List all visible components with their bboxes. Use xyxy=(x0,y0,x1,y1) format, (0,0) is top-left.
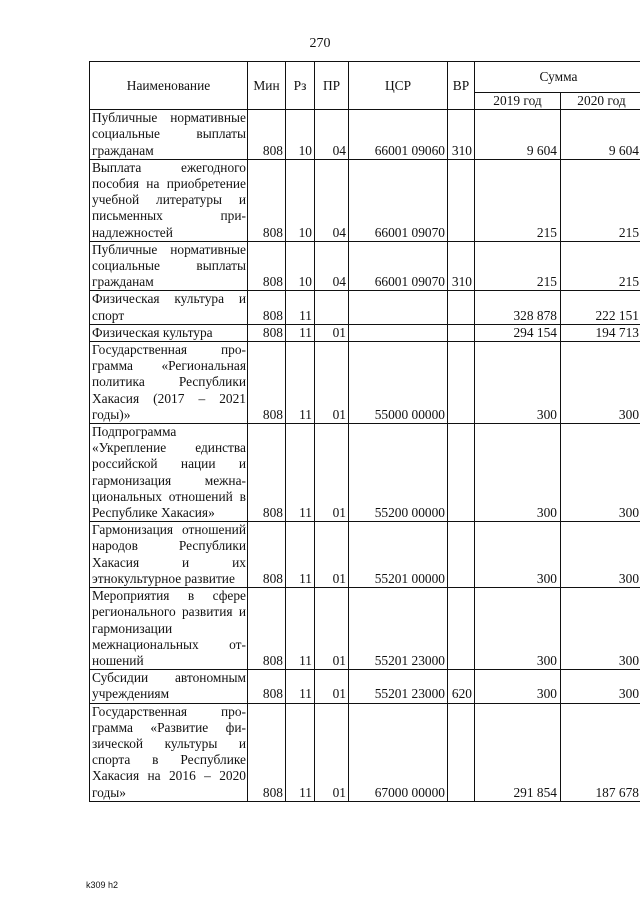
row-rz: 11 xyxy=(286,342,315,424)
row-csr: 66001 09070 xyxy=(349,159,448,241)
row-csr: 55201 00000 xyxy=(349,522,448,588)
row-name: Публичные нормативные социальные выплаты гражданам xyxy=(90,110,248,160)
row-csr: 67000 00000 xyxy=(349,703,448,801)
row-sum-2019: 294 154 xyxy=(475,324,561,341)
row-rz: 11 xyxy=(286,424,315,522)
header-year-2019: 2019 год xyxy=(475,93,561,110)
row-name: Подпрограмма «Укрепление единства российской нации и гармонизация межнациональных отношений в Республике Хакасия» xyxy=(90,424,248,522)
header-year-2020: 2020 год xyxy=(561,93,640,110)
row-min: 808 xyxy=(248,241,286,291)
row-vr xyxy=(448,424,475,522)
row-sum-2019: 300 xyxy=(475,522,561,588)
row-rz: 10 xyxy=(286,159,315,241)
row-pr: 01 xyxy=(315,324,349,341)
row-rz: 11 xyxy=(286,670,315,703)
row-min: 808 xyxy=(248,291,286,324)
row-name: Мероприятия в сфере регионального развития и гармонизации межнациональных отношений xyxy=(90,588,248,670)
table-row xyxy=(90,522,640,588)
table-row xyxy=(90,291,640,324)
table-row xyxy=(90,342,640,424)
header-min: Мин xyxy=(248,62,286,110)
row-csr: 55200 00000 xyxy=(349,424,448,522)
row-vr xyxy=(448,703,475,801)
row-name: Физическая культура и спорт xyxy=(90,291,248,324)
row-vr xyxy=(448,342,475,424)
header-sum: Сумма xyxy=(475,62,640,93)
row-sum-2020: 187 678 xyxy=(561,703,640,801)
table-row xyxy=(90,588,640,670)
row-rz: 11 xyxy=(286,522,315,588)
row-min: 808 xyxy=(248,342,286,424)
table-row xyxy=(90,241,640,291)
row-sum-2020: 300 xyxy=(561,342,640,424)
row-pr: 01 xyxy=(315,424,349,522)
row-pr: 04 xyxy=(315,241,349,291)
row-pr: 04 xyxy=(315,159,349,241)
row-pr xyxy=(315,291,349,324)
row-vr xyxy=(448,588,475,670)
row-name: Государственная программа «Региональная политика Республики Хакасия (2017 – 2021 годы)» xyxy=(90,342,248,424)
header-csr: ЦСР xyxy=(349,62,448,110)
row-rz: 11 xyxy=(286,324,315,341)
row-rz: 11 xyxy=(286,291,315,324)
row-min: 808 xyxy=(248,324,286,341)
row-sum-2020: 300 xyxy=(561,424,640,522)
row-sum-2020: 215 xyxy=(561,159,640,241)
row-min: 808 xyxy=(248,703,286,801)
table-row xyxy=(90,424,640,522)
row-pr: 01 xyxy=(315,703,349,801)
table-body xyxy=(90,110,640,802)
header-pr: ПР xyxy=(315,62,349,110)
header-rz: Рз xyxy=(286,62,315,110)
row-csr: 66001 09060 xyxy=(349,110,448,160)
footer-code: k309 h2 xyxy=(86,880,119,890)
row-vr: 310 xyxy=(448,241,475,291)
row-min: 808 xyxy=(248,159,286,241)
row-csr: 55201 23000 xyxy=(349,588,448,670)
row-pr: 01 xyxy=(315,588,349,670)
row-csr: 55000 00000 xyxy=(349,342,448,424)
page-number: 270 xyxy=(309,36,331,51)
row-sum-2020: 300 xyxy=(561,588,640,670)
row-rz: 11 xyxy=(286,703,315,801)
row-pr: 01 xyxy=(315,342,349,424)
row-rz: 11 xyxy=(286,588,315,670)
row-sum-2019: 300 xyxy=(475,424,561,522)
row-vr: 620 xyxy=(448,670,475,703)
row-sum-2020: 300 xyxy=(561,670,640,703)
budget-table xyxy=(89,61,640,802)
row-vr: 310 xyxy=(448,110,475,160)
row-sum-2019: 291 854 xyxy=(475,703,561,801)
row-sum-2019: 300 xyxy=(475,342,561,424)
row-min: 808 xyxy=(248,522,286,588)
row-min: 808 xyxy=(248,110,286,160)
row-sum-2020: 300 xyxy=(561,522,640,588)
row-pr: 04 xyxy=(315,110,349,160)
table-row xyxy=(90,110,640,160)
row-csr: 66001 09070 xyxy=(349,241,448,291)
row-sum-2019: 215 xyxy=(475,241,561,291)
row-sum-2019: 300 xyxy=(475,588,561,670)
row-min: 808 xyxy=(248,424,286,522)
row-sum-2020: 215 xyxy=(561,241,640,291)
row-name: Публичные нормативные социальные выплаты гражданам xyxy=(90,241,248,291)
table-row xyxy=(90,324,640,341)
row-vr xyxy=(448,324,475,341)
row-sum-2020: 222 151 xyxy=(561,291,640,324)
row-sum-2019: 9 604 xyxy=(475,110,561,160)
row-name: Физическая культура xyxy=(90,324,248,341)
row-vr xyxy=(448,291,475,324)
table-row xyxy=(90,670,640,703)
row-pr: 01 xyxy=(315,670,349,703)
row-vr xyxy=(448,522,475,588)
row-sum-2019: 328 878 xyxy=(475,291,561,324)
row-sum-2019: 300 xyxy=(475,670,561,703)
header-vr: ВР xyxy=(448,62,475,110)
row-sum-2020: 9 604 xyxy=(561,110,640,160)
header-name: Наименование xyxy=(90,62,248,110)
row-name: Гармонизация отношений народов Республики Хакасия и их этнокультурное развитие xyxy=(90,522,248,588)
row-min: 808 xyxy=(248,588,286,670)
row-name: Выплата ежегодного пособия на приобретение учебной литературы и письменных принадлежностей xyxy=(90,159,248,241)
table-row xyxy=(90,703,640,801)
row-sum-2020: 194 713 xyxy=(561,324,640,341)
row-csr: 55201 23000 xyxy=(349,670,448,703)
row-name: Государственная программа «Развитие физической культуры и спорта в Республике Хакасия на 2016 – 2020 годы» xyxy=(90,703,248,801)
row-name: Субсидии автономным учреждениям xyxy=(90,670,248,703)
row-rz: 10 xyxy=(286,241,315,291)
row-min: 808 xyxy=(248,670,286,703)
row-csr xyxy=(349,291,448,324)
row-csr xyxy=(349,324,448,341)
row-sum-2019: 215 xyxy=(475,159,561,241)
row-rz: 10 xyxy=(286,110,315,160)
row-vr xyxy=(448,159,475,241)
table-row xyxy=(90,159,640,241)
row-pr: 01 xyxy=(315,522,349,588)
